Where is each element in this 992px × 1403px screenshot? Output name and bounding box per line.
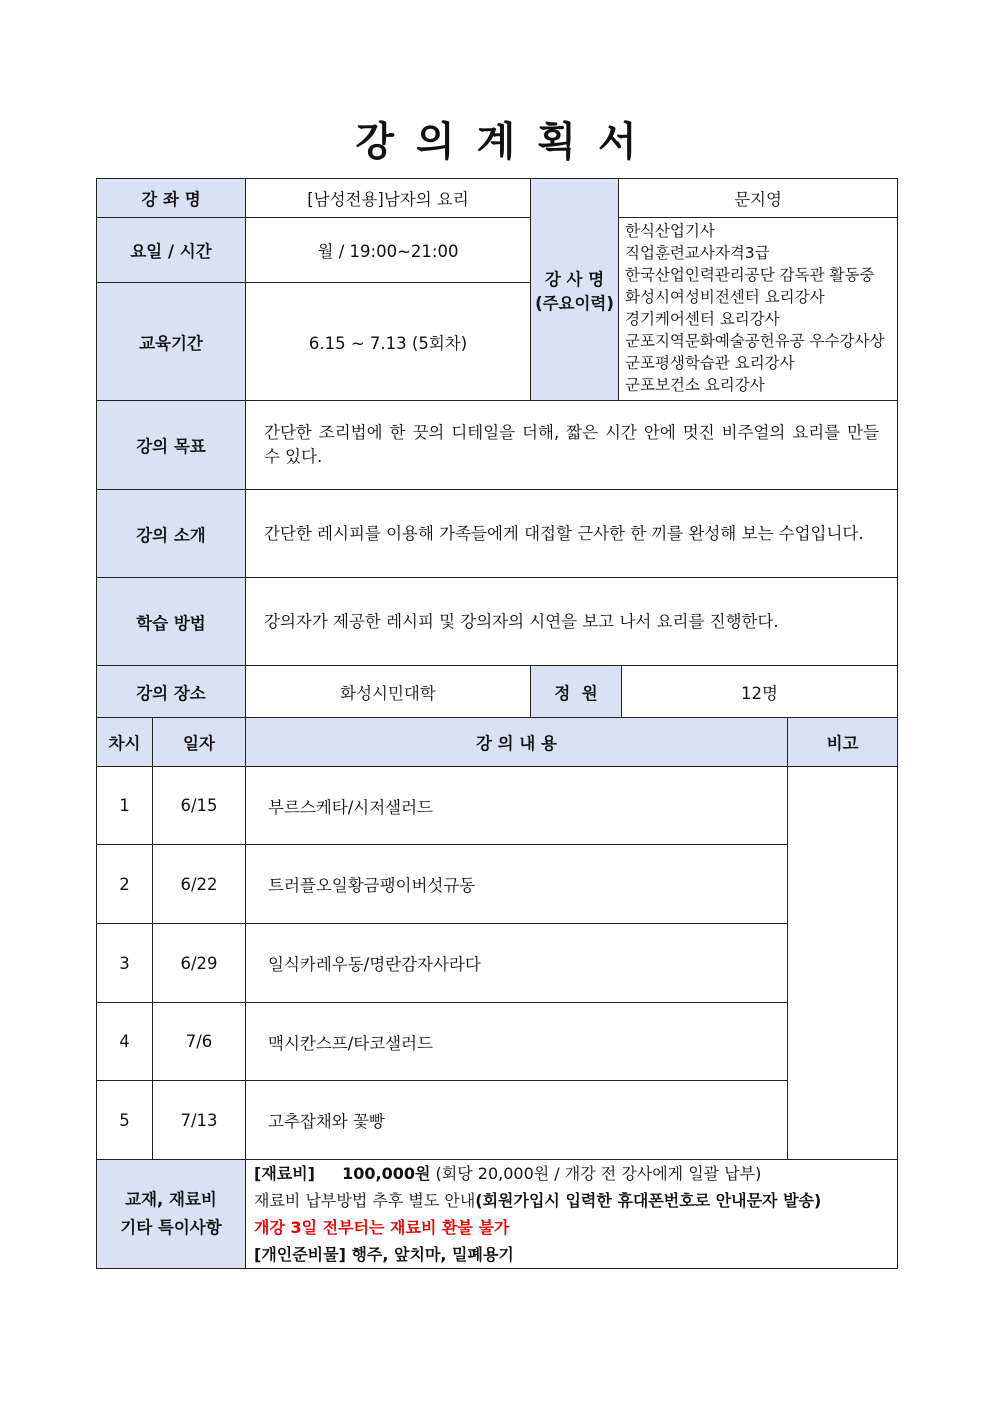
career-item: 직업훈련교사자격3급 bbox=[625, 244, 770, 262]
goal-label: 강의 목표 bbox=[97, 401, 246, 490]
session-content: 트러플오일황금팽이버섯규동 bbox=[246, 845, 788, 924]
intro-text: 간단한 레시피를 이용해 가족들에게 대접할 근사한 한 끼를 완성해 보는 수업입니다. bbox=[246, 490, 898, 578]
day-time-label: 요일 / 시간 bbox=[97, 218, 246, 283]
session-no: 3 bbox=[97, 924, 153, 1003]
session-content: 맥시칸스프/타코샐러드 bbox=[246, 1003, 788, 1081]
fee-line bbox=[254, 1160, 889, 1187]
session-no: 1 bbox=[97, 767, 153, 845]
session-date: 7/6 bbox=[153, 1003, 246, 1081]
materials-label bbox=[97, 1160, 246, 1269]
place-value: 화성시민대학 bbox=[246, 666, 531, 718]
session-no: 5 bbox=[97, 1081, 153, 1160]
instructor-label-sub: (주요이력) bbox=[535, 293, 614, 313]
fee-detail: (회당 20,000원 / 개강 전 강사에게 일괄 납부) bbox=[435, 1164, 762, 1183]
col-date-header: 일자 bbox=[153, 718, 246, 767]
career-item: 한국산업인력관리공단 감독관 활동중 bbox=[625, 266, 875, 284]
col-note-header: 비고 bbox=[788, 718, 898, 767]
instructor-name: 문지영 bbox=[619, 179, 898, 218]
career-item: 한식산업기사 bbox=[625, 222, 715, 240]
session-no: 2 bbox=[97, 845, 153, 924]
materials-label-line1: 교재, 재료비 bbox=[125, 1190, 217, 1209]
lecture-plan-table bbox=[96, 178, 898, 1269]
session-no: 4 bbox=[97, 1003, 153, 1081]
instructor-label bbox=[531, 179, 619, 401]
session-date: 7/13 bbox=[153, 1081, 246, 1160]
fee-label: [재료비] bbox=[254, 1164, 315, 1183]
period-label: 교육기간 bbox=[97, 283, 246, 401]
session-content: 고추잡채와 꽃빵 bbox=[246, 1081, 788, 1160]
supplies-line bbox=[254, 1241, 889, 1268]
session-date: 6/15 bbox=[153, 767, 246, 845]
method-text: 강의자가 제공한 레시피 및 강의자의 시연을 보고 나서 요리를 진행한다. bbox=[246, 578, 898, 666]
method-label: 학습 방법 bbox=[97, 578, 246, 666]
course-name-label: 강 좌 명 bbox=[97, 179, 246, 218]
career-item: 군포평생학습관 요리강사 bbox=[625, 354, 795, 372]
course-name-value: [남성전용]남자의 요리 bbox=[246, 179, 531, 218]
session-row bbox=[97, 1081, 898, 1160]
materials-label-line2: 기타 특이사항 bbox=[120, 1218, 222, 1237]
session-row bbox=[97, 1003, 898, 1081]
refund-warning: 개강 3일 전부터는 재료비 환불 불가 bbox=[254, 1218, 510, 1237]
supplies-label: [개인준비물] bbox=[254, 1245, 346, 1264]
document-title: 강의계획서 bbox=[355, 119, 659, 165]
session-row bbox=[97, 767, 898, 845]
career-item: 군포지역문화예술공헌유공 우수강사상 bbox=[625, 332, 885, 350]
payment-method: 재료비 납부방법 추후 별도 안내 bbox=[254, 1191, 476, 1210]
payment-notice: (회원가입시 입력한 휴대폰번호로 안내문자 발송) bbox=[475, 1191, 822, 1210]
career-item: 군포보건소 요리강사 bbox=[625, 376, 765, 394]
career-item: 경기케어센터 요리강사 bbox=[625, 310, 780, 328]
career-item: 화성시여성비전센터 요리강사 bbox=[625, 288, 825, 306]
capacity-label: 정 원 bbox=[531, 666, 622, 718]
intro-label: 강의 소개 bbox=[97, 490, 246, 578]
capacity-value: 12명 bbox=[622, 666, 898, 718]
session-date: 6/22 bbox=[153, 845, 246, 924]
place-label: 강의 장소 bbox=[97, 666, 246, 718]
goal-text: 간단한 조리법에 한 끗의 디테일을 더해, 짧은 시간 안에 멋진 비주얼의 요리를 만들 수 있다. bbox=[246, 401, 898, 490]
col-session-header: 차시 bbox=[97, 718, 153, 767]
fee-amount: 100,000원 bbox=[342, 1164, 431, 1183]
session-content: 부르스케타/시저샐러드 bbox=[246, 767, 788, 845]
period-value: 6.15 ~ 7.13 (5회차) bbox=[246, 283, 531, 401]
day-time-value: 월 / 19:00~21:00 bbox=[246, 218, 531, 283]
session-row bbox=[97, 924, 898, 1003]
col-content-header: 강 의 내 용 bbox=[246, 718, 788, 767]
payment-line bbox=[254, 1187, 889, 1214]
supplies-list: 행주, 앞치마, 밀폐용기 bbox=[345, 1245, 514, 1264]
materials-notes bbox=[246, 1160, 898, 1269]
session-note-cell bbox=[788, 767, 898, 1160]
session-row bbox=[97, 845, 898, 924]
session-date: 6/29 bbox=[153, 924, 246, 1003]
instructor-career bbox=[619, 218, 898, 401]
session-content: 일식카레우동/명란감자사라다 bbox=[246, 924, 788, 1003]
instructor-label-main: 강 사 명 bbox=[544, 269, 605, 289]
